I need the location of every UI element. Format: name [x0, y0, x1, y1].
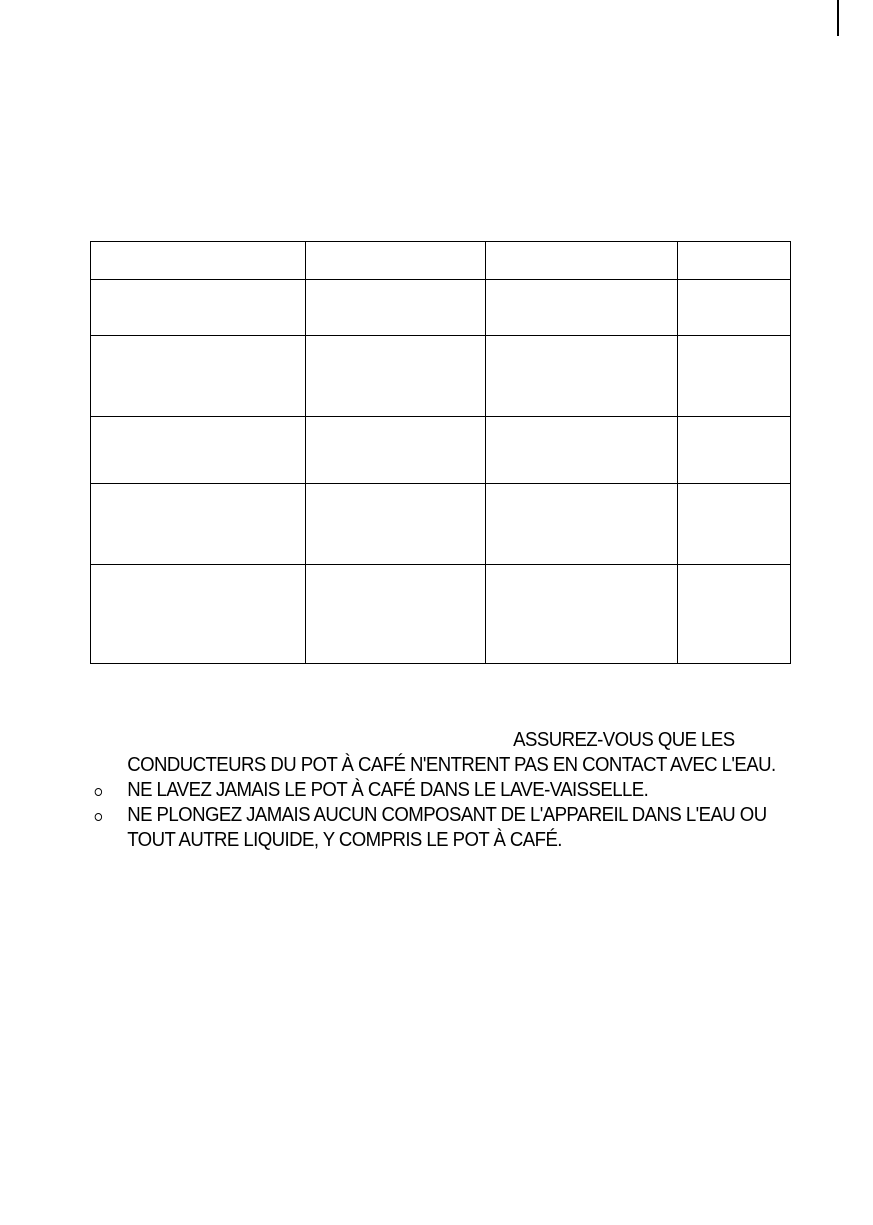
table-cell [678, 280, 791, 336]
table-cell [306, 484, 486, 565]
warning-bullet-1 [90, 778, 741, 803]
table-cell [91, 280, 306, 336]
warning-bullet-2-continuation: TOUT AUTRE LIQUIDE, Y COMPRIS LE POT À CAFÉ. [127, 829, 562, 851]
warning-line-2: CONDUCTEURS DU POT À CAFÉ N'ENTRENT PAS EN CONTACT AVEC L'EAU. [127, 754, 776, 776]
table-cell [678, 417, 791, 484]
table-cell [678, 565, 791, 664]
table-row [91, 484, 791, 565]
warning-bullet-2 [90, 803, 767, 828]
table-row [91, 417, 791, 484]
table-cell [678, 242, 791, 280]
table-cell [91, 242, 306, 280]
warning-notes [90, 728, 776, 853]
table-cell [486, 417, 678, 484]
table-cell [306, 565, 486, 664]
circle-bullet-icon [95, 813, 102, 821]
page-corner-mark [837, 0, 839, 36]
table-cell [486, 565, 678, 664]
table-cell [486, 336, 678, 417]
table-cell [486, 280, 678, 336]
table-cell [91, 336, 306, 417]
table-row [91, 242, 791, 280]
table-cell [306, 242, 486, 280]
table-cell [91, 565, 306, 664]
table-row [91, 280, 791, 336]
table-cell [306, 280, 486, 336]
empty-table [90, 241, 791, 664]
table-row [91, 336, 791, 417]
table-cell [91, 417, 306, 484]
table-cell [306, 336, 486, 417]
warning-bullet-1-text: NE LAVEZ JAMAIS LE POT À CAFÉ DANS LE LAVE-VAISSELLE. [127, 779, 649, 801]
table-cell [486, 242, 678, 280]
circle-bullet-icon [95, 788, 102, 796]
table-cell [306, 417, 486, 484]
warning-bullet-2-text: NE PLONGEZ JAMAIS AUCUN COMPOSANT DE L'APPAREIL DANS L'EAU OU [127, 804, 767, 826]
warning-line-1: ASSUREZ-VOUS QUE LES [513, 729, 735, 751]
table-cell [678, 484, 791, 565]
table-cell [91, 484, 306, 565]
table-row [91, 565, 791, 664]
table-cell [486, 484, 678, 565]
table-cell [678, 336, 791, 417]
